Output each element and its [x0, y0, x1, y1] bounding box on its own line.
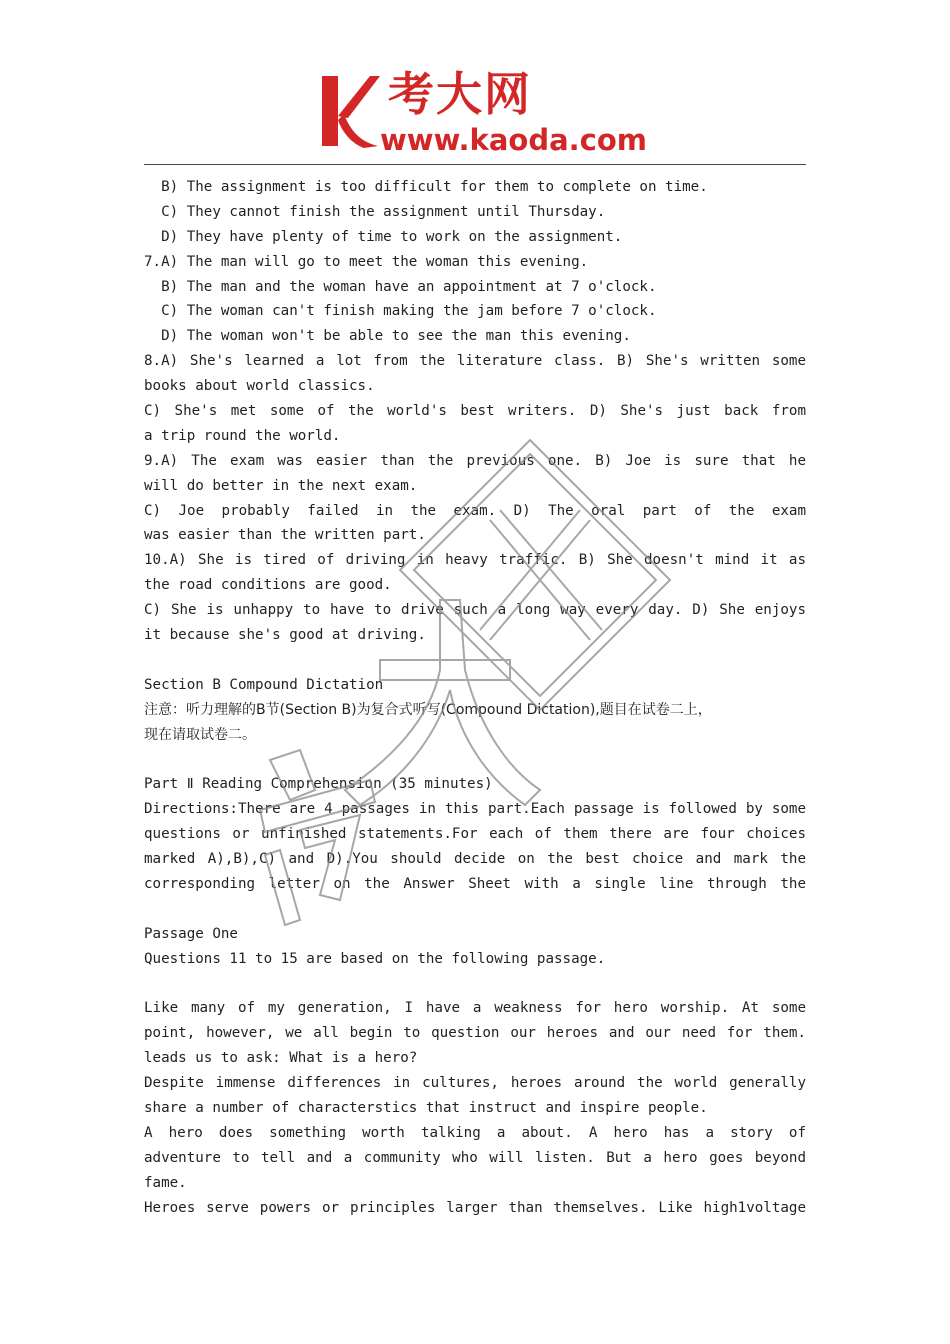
- blank-line: [144, 648, 806, 673]
- text-line: corresponding letter on the Answer Sheet with a single line through the: [144, 875, 806, 892]
- text-line: B) The man and the woman have an appointment at 7 o'clock.: [144, 278, 657, 295]
- exam-text: [144, 175, 806, 1220]
- kaoda-k-logo-icon: [320, 72, 380, 150]
- logo-url-text: www.kaoda.com: [380, 123, 647, 157]
- text-line: books about world classics.: [144, 378, 375, 395]
- text-line: leads us to ask: What is a hero?: [144, 1050, 418, 1067]
- text-line: C) They cannot finish the assignment until Thursday.: [144, 203, 606, 220]
- text-line: A hero does something worth talking a about. A hero has a story of: [144, 1124, 806, 1141]
- text-line: 现在请取试卷二。: [144, 726, 256, 743]
- blank-line: [144, 972, 806, 997]
- text-line: adventure to tell and a community who will listen. But a hero goes beyond: [144, 1149, 806, 1166]
- text-line: C) Joe probably failed in the exam. D) The oral part of the exam: [144, 502, 806, 519]
- text-line: 8.A) She's learned a lot from the literature class. B) She's written some: [144, 353, 806, 370]
- text-line: 10.A) She is tired of driving in heavy traffic. B) She doesn't mind it as: [144, 552, 806, 569]
- text-line: marked A),B),C) and D).You should decide on the best choice and mark the: [144, 851, 806, 868]
- text-line: Part Ⅱ Reading Comprehension (35 minutes): [144, 776, 493, 793]
- text-line: share a number of characterstics that instruct and inspire people.: [144, 1099, 708, 1116]
- blank-line: [144, 897, 806, 922]
- text-line: Heroes serve powers or principles larger than themselves. Like high1voltage: [144, 1199, 806, 1216]
- text-line: Despite immense differences in cultures, heroes around the world generally: [144, 1075, 806, 1092]
- text-line: was easier than the written part.: [144, 527, 426, 544]
- text-line: Like many of my generation, I have a weakness for hero worship. At some: [144, 1000, 806, 1017]
- text-line: the road conditions are good.: [144, 577, 392, 594]
- header-divider: [144, 164, 806, 165]
- text-line: B) The assignment is too difficult for them to complete on time.: [144, 179, 708, 195]
- text-line: will do better in the next exam.: [144, 477, 418, 494]
- text-line: point, however, we all begin to question our heroes and our need for them.: [144, 1025, 806, 1042]
- text-line: it because she's good at driving.: [144, 627, 426, 644]
- text-line: questions or unfinished statements.For each of them there are four choices: [144, 826, 806, 843]
- text-line: 注意：听力理解的B节(Section B)为复合式听写(Compound Dictation),题目在试卷二上，: [144, 701, 712, 718]
- text-line: fame.: [144, 1174, 187, 1191]
- text-line: Directions:There are 4 passages in this part.Each passage is followed by some: [144, 801, 806, 818]
- text-line: Section B Compound Dictation: [144, 676, 384, 693]
- text-line: C) The woman can't finish making the jam before 7 o'clock.: [144, 303, 657, 320]
- text-line: 9.A) The exam was easier than the previous one. B) Joe is sure that he: [144, 452, 806, 469]
- text-line: 7.A) The man will go to meet the woman this evening.: [144, 253, 589, 270]
- text-line: C) She's met some of the world's best writers. D) She's just back from: [144, 403, 806, 420]
- logo-chinese-text: 考大网: [388, 67, 532, 121]
- text-line: Passage One: [144, 925, 238, 942]
- text-line: C) She is unhappy to have to drive such a long way every day. D) She enjoys: [144, 602, 806, 619]
- blank-line: [144, 747, 806, 772]
- text-line: D) They have plenty of time to work on the assignment.: [144, 228, 623, 245]
- site-header: [144, 66, 806, 166]
- text-line: D) The woman won't be able to see the man this evening.: [144, 328, 631, 345]
- text-line: Questions 11 to 15 are based on the following passage.: [144, 950, 606, 967]
- text-line: a trip round the world.: [144, 427, 341, 444]
